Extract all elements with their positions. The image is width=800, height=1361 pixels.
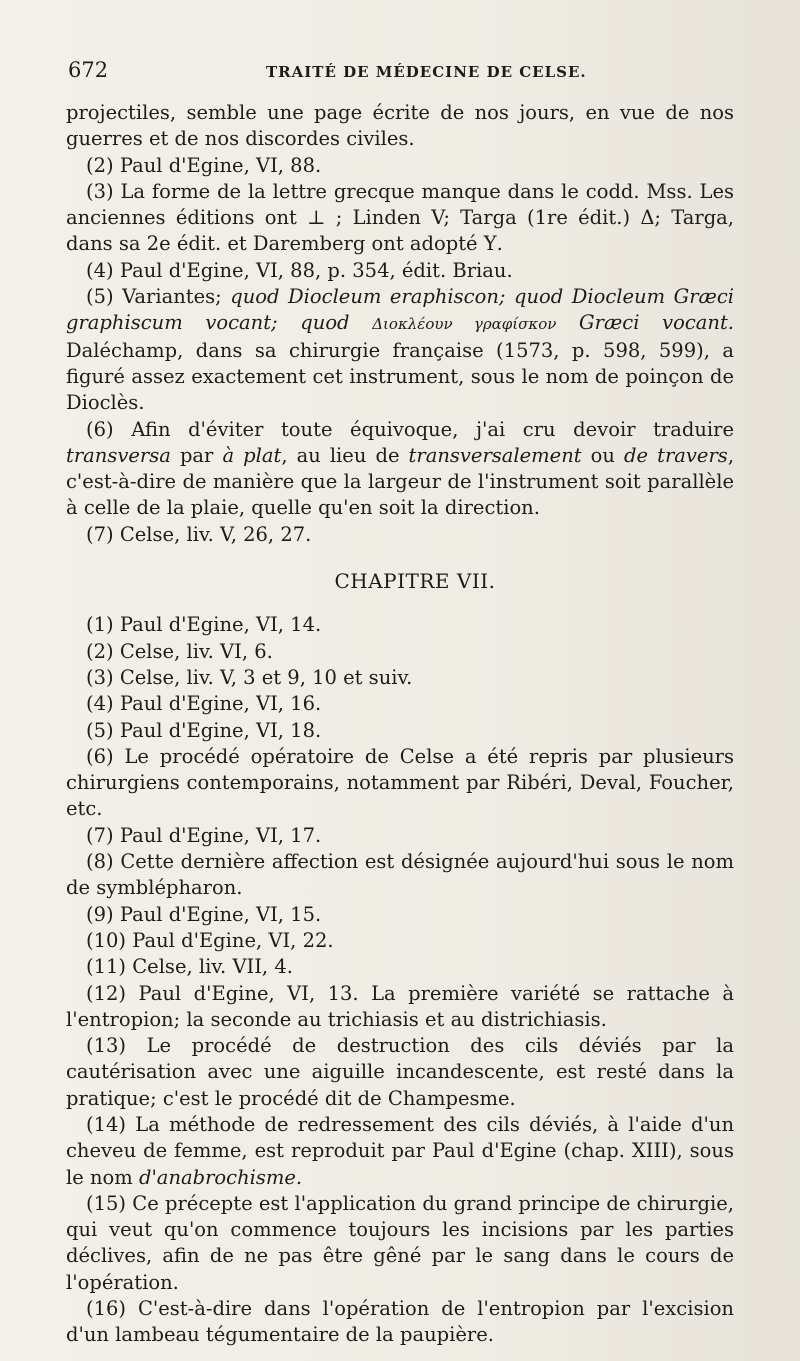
- footnote: [66, 718, 734, 744]
- footnote: [66, 612, 734, 638]
- footnote: [66, 1112, 734, 1191]
- footnote-ref: (1): [86, 613, 114, 637]
- footnote-ref: (10): [86, 928, 127, 952]
- footnote-italic: quod Diocleum eraphiscon; quod Diocleum Græci graphiscum vocant; quod: [66, 285, 735, 335]
- footnote-text-post: Daléchamp, dans sa chirurgie française (1573, p. 598, 599), a figuré assez exactement cet instrument, sous le nom de poinçon de Dioclès.: [66, 338, 734, 415]
- footnote-ref: (4): [86, 258, 114, 282]
- footnote: [66, 849, 734, 902]
- footnote-ref: (5): [86, 285, 114, 309]
- footnote-text: Paul d'Egine, VI, 13. La première variété se rattache à l'entropion; la seconde au trichiasis et au districhiasis.: [66, 981, 734, 1031]
- footnote: [66, 153, 734, 179]
- footnote-text: ou: [581, 443, 625, 467]
- footnote-ref: (15): [86, 1191, 127, 1215]
- footnote-ref: (14): [86, 1112, 127, 1136]
- footnote-ref: (6): [86, 417, 114, 441]
- footnote: [66, 522, 734, 548]
- footnote-text: La méthode de redressement des cils déviés, à l'aide d'un cheveu de femme, est reproduit par Paul d'Egine (chap. XIII), sous le nom: [66, 1112, 734, 1189]
- footnote-text: Celse, liv. VII, 4.: [132, 955, 293, 979]
- footnote-italic: à plat: [222, 443, 282, 467]
- footnote-ref: (4): [86, 692, 114, 716]
- footnote-ref: (7): [86, 522, 114, 546]
- running-title: TRAITÉ DE MÉDECINE DE CELSE.: [266, 63, 587, 81]
- footnote-text: , au lieu de: [281, 443, 409, 467]
- footnote-text: Ce précepte est l'application du grand principe de chirurgie, qui veut qu'on commence toujours les incisions par les parties déclives, afin de ne pas être gêné par le sang dans le cours de l'opération.: [66, 1191, 734, 1294]
- footnote-text: Celse, liv. V, 3 et 9, 10 et suiv.: [119, 665, 413, 689]
- footnote-text-pre: Variantes;: [122, 285, 231, 309]
- footnote-text: Paul d'Egine, VI, 22.: [132, 928, 334, 952]
- footnote-ref: (9): [86, 902, 114, 926]
- footnote: [66, 744, 734, 823]
- footnote-italic: de travers: [624, 443, 728, 467]
- greek-word: Διοκλέουν γραφίσκον: [372, 315, 557, 334]
- footnote: [66, 258, 734, 284]
- footnote-text: Paul d'Egine, VI, 88, p. 354, édit. Briau.: [119, 258, 513, 282]
- notes-chapter-vii: [66, 612, 734, 1348]
- page-body: [66, 100, 734, 1349]
- footnote-italic: transversa: [66, 443, 171, 467]
- footnote-ref: (8): [86, 850, 114, 874]
- footnote: [66, 954, 734, 980]
- footnote: [66, 981, 734, 1034]
- footnote: [66, 902, 734, 928]
- footnote: [66, 691, 734, 717]
- footnote-ref: (3): [86, 179, 114, 203]
- footnote: [66, 179, 734, 258]
- footnote-text: Paul d'Egine, VI, 16.: [119, 692, 322, 716]
- footnote: [66, 639, 734, 665]
- footnote-text: Celse, liv. VI, 6.: [119, 639, 273, 663]
- footnote-italic: d'anabrochisme.: [138, 1165, 303, 1189]
- footnote-ref: (2): [86, 639, 114, 663]
- footnote-text: , c'est-à-dire de manière que la largeur de l'instrument soit parallèle à celle de la plaie, quelle qu'en soit la direction.: [66, 443, 735, 520]
- footnote-text: Celse, liv. V, 26, 27.: [119, 522, 312, 546]
- footnote-ref: (16): [86, 1297, 127, 1321]
- footnote-text: Cette dernière affection est désignée aujourd'hui sous le nom de symblépharon.: [66, 850, 734, 900]
- footnote-ref: (6): [86, 744, 114, 768]
- footnote-text: Paul d'Egine, VI, 18.: [119, 718, 322, 742]
- footnote: [66, 284, 734, 416]
- footnote-ref: (7): [86, 823, 114, 847]
- footnote-ref: (5): [86, 718, 114, 742]
- footnote-text: Paul d'Egine, VI, 17.: [119, 823, 322, 847]
- footnote-text: Afin d'éviter toute équivoque, j'ai cru devoir traduire: [131, 417, 734, 441]
- footnote: [66, 928, 734, 954]
- footnote-text: Paul d'Egine, VI, 15.: [119, 902, 322, 926]
- footnote-ref: (12): [86, 981, 127, 1005]
- footnote-italic: transversalement: [408, 443, 582, 467]
- footnote-italic: Græci vocant.: [556, 311, 734, 335]
- footnote-text: par: [170, 443, 223, 467]
- footnote-text: Le procédé de destruction des cils déviés par la cautérisation avec une aiguille incandescente, est resté dans la pratique; c'est le procédé dit de Champesme.: [66, 1034, 734, 1110]
- footnote-text: Paul d'Egine, VI, 88.: [119, 153, 322, 177]
- footnote: [66, 823, 734, 849]
- footnote: [66, 1191, 734, 1296]
- continuation-paragraph: projectiles, semble une page écrite de nos jours, en vue de nos guerres et de nos discordes civiles.: [66, 101, 734, 151]
- footnote-ref: (11): [86, 955, 127, 979]
- footnote: [66, 665, 734, 691]
- footnote-ref: (13): [86, 1034, 127, 1058]
- notes-chapter-vi: [66, 153, 734, 548]
- footnote: [66, 1033, 734, 1112]
- chapter-heading: CHAPITRE VII.: [334, 569, 496, 594]
- footnote: [66, 1296, 734, 1349]
- footnote-ref: (3): [86, 665, 114, 689]
- footnote-text: C'est-à-dire dans l'opération de l'entropion par l'excision d'un lambeau tégumentaire de la paupière.: [66, 1297, 734, 1347]
- footnote-text: Paul d'Egine, VI, 14.: [119, 613, 322, 637]
- page-header: [68, 58, 748, 82]
- footnote-text: La forme de la lettre grecque manque dans le codd. Mss. Les anciennes éditions ont ⊥ ; Linden V; Targa (1re édit.) Δ; Targa, dans sa 2e édit. et Daremberg ont adopté Υ.: [66, 179, 734, 256]
- footnote-text: Le procédé opératoire de Celse a été repris par plusieurs chirurgiens contemporains, notamment par Ribéri, Deval, Foucher, etc.: [66, 744, 734, 821]
- page-number: 672: [68, 58, 109, 82]
- footnote-ref: (2): [86, 153, 114, 177]
- footnote: [66, 417, 734, 522]
